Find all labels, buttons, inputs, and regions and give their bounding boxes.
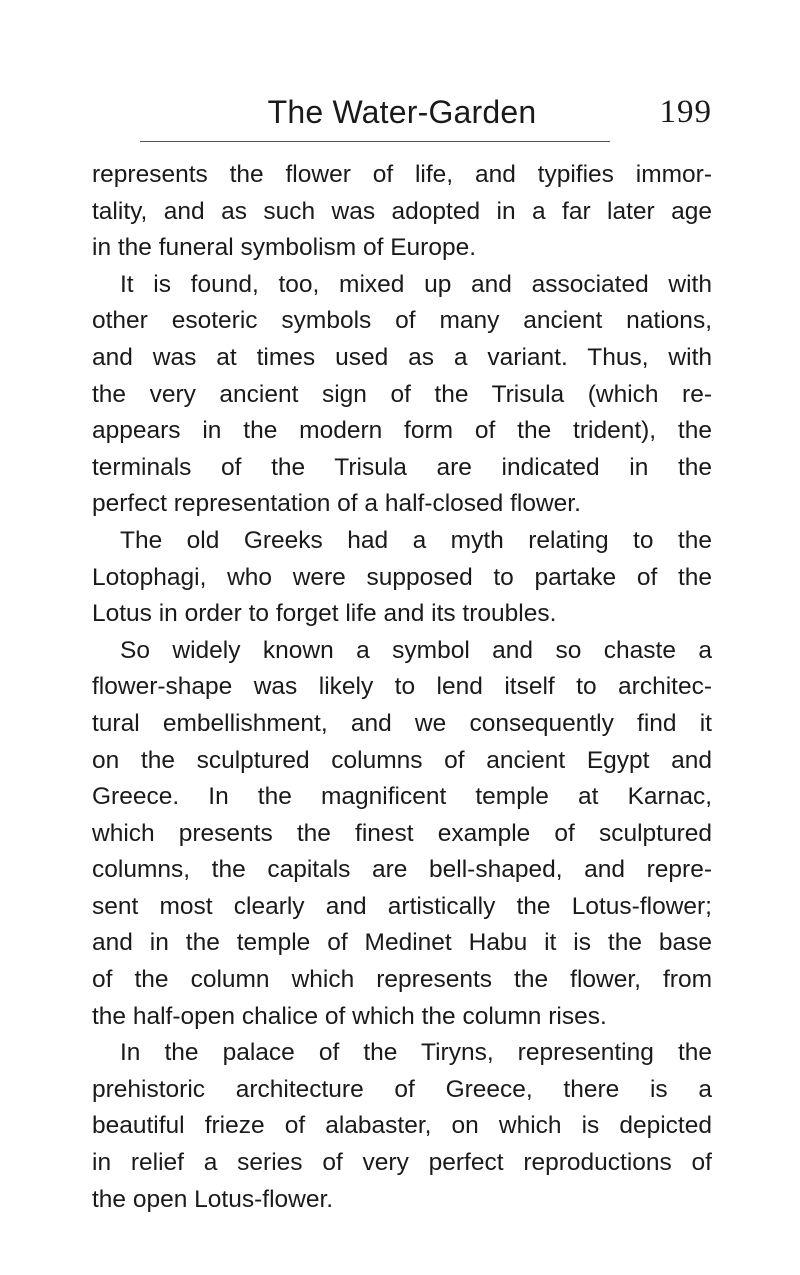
text-line: which presents the finest example of sculptured <box>92 819 712 847</box>
text-line: beautiful frieze of alabaster, on which is depicted <box>92 1112 712 1140</box>
text-line: columns, the capitals are bell-shaped, and repre- <box>92 856 712 884</box>
text-line: the open Lotus-flower. <box>92 1185 334 1213</box>
text-line: In the palace of the Tiryns, representing the <box>120 1039 712 1067</box>
text-line: It is found, too, mixed up and associated with <box>120 270 712 298</box>
text-line: prehistoric architecture of Greece, there is a <box>92 1075 712 1103</box>
text-line: Lotus in order to forget life and its troubles. <box>92 600 557 628</box>
text-line: other esoteric symbols of many ancient nations, <box>92 307 712 335</box>
text-line: sent most clearly and artistically the Lotus-flower; <box>92 892 712 920</box>
running-head <box>92 92 712 142</box>
text-line: in the funeral symbolism of Europe. <box>92 234 477 262</box>
text-line: the very ancient sign of the Trisula (which re- <box>92 380 712 408</box>
text-line: Lotophagi, who were supposed to partake of the <box>92 563 712 591</box>
text-line: represents the flower of life, and typifies immor- <box>92 161 712 188</box>
text-line: tality, and as such was adopted in a far later age <box>92 197 712 225</box>
text-line: and was at times used as a variant. Thus, with <box>92 343 712 371</box>
text-line: on the sculptured columns of ancient Egypt and <box>92 746 712 774</box>
running-title: The Water-Garden <box>267 94 537 130</box>
text-line: in relief a series of very perfect reproductions of <box>92 1149 712 1177</box>
text-line: of the column which represents the flower, from <box>92 966 712 994</box>
text-line: terminals of the Trisula are indicated in the <box>92 453 712 481</box>
page-number: 199 <box>659 94 712 130</box>
text-line: tural embellishment, and we consequently find it <box>92 709 712 737</box>
text-line: the half-open chalice of which the column rises. <box>92 1002 607 1030</box>
text-line: perfect representation of a half-closed flower. <box>92 490 581 518</box>
text-line: The old Greeks had a myth relating to the <box>120 526 712 554</box>
text-line: appears in the modern form of the trident), the <box>92 417 712 445</box>
text-line: and in the temple of Medinet Habu it is the base <box>92 929 712 957</box>
body-text <box>92 157 712 1218</box>
text-line: So widely known a symbol and so chaste a <box>120 636 712 664</box>
text-line: Greece. In the magnificent temple at Karnac, <box>92 783 712 811</box>
header-rule <box>140 141 610 142</box>
text-line: flower-shape was likely to lend itself to architec- <box>92 673 712 701</box>
